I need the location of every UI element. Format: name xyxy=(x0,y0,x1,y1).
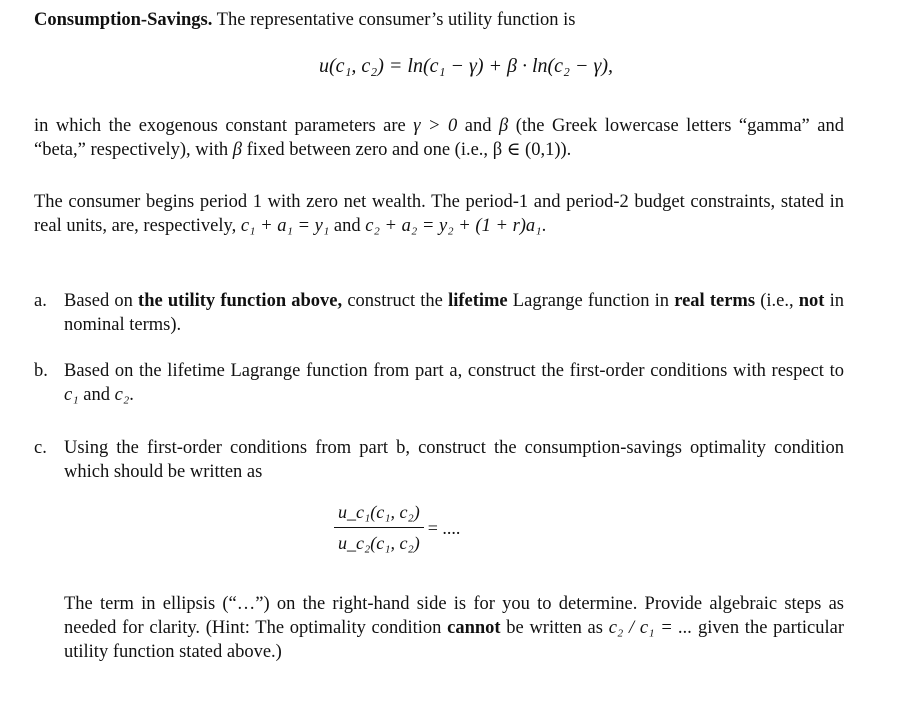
para1-text-2: and xyxy=(457,116,500,136)
parameters-paragraph xyxy=(34,114,844,162)
para2-text-3: . xyxy=(541,216,547,236)
part-a-b3: real terms xyxy=(674,291,756,311)
beta-range: β ∈ (0,1) xyxy=(492,140,561,160)
period1-constraint: c₁ + a₁ = y₁ xyxy=(240,216,330,236)
part-a-b2: lifetime xyxy=(448,291,508,311)
part-a-label: a. xyxy=(34,291,47,311)
part-a-t3: Lagrange function in xyxy=(507,291,675,311)
part-c-text: Using the first-order conditions from part b, construct the consumption-savings optimality condition which should be written as xyxy=(64,438,844,482)
ellipsis-b1: cannot xyxy=(447,618,501,638)
para1-text-1: in which the exogenous constant parameters are xyxy=(34,116,414,136)
ellipsis-t3: given the particular utility function stated above.) xyxy=(64,618,844,662)
utility-equation-text: u(c₁, c₂) = ln(c₁ − γ) + β · ln(c₂ − γ), xyxy=(318,55,614,77)
c2-symbol: c₂ xyxy=(114,385,130,405)
consumption-ratio: c₂ / c₁ = ... xyxy=(608,618,693,638)
optimality-condition-fraction xyxy=(334,500,460,555)
para1-text-5: ). xyxy=(560,140,572,160)
part-a-b1: the utility function above, xyxy=(138,291,343,311)
beta-symbol: β xyxy=(499,116,509,136)
mrs-fraction xyxy=(334,500,424,555)
part-c xyxy=(34,436,844,484)
title-intro-text: The representative consumer’s utility function is xyxy=(212,10,576,30)
part-a-t4: (i.e., xyxy=(755,291,799,311)
part-a-b4: not xyxy=(798,291,825,311)
problem-title: Consumption-Savings. xyxy=(34,10,213,30)
part-b-label: b. xyxy=(34,361,48,381)
part-b-t1: Based on the lifetime Lagrange function from part a, construct the first-order conditions with respect to xyxy=(64,361,844,381)
ellipsis-instructions xyxy=(64,592,844,664)
part-a-t2: construct the xyxy=(342,291,449,311)
part-a xyxy=(34,289,844,337)
fraction-rhs: = .... xyxy=(427,517,461,538)
gamma-condition: γ > 0 xyxy=(413,116,458,136)
beta-symbol-2: β xyxy=(232,140,243,160)
part-a-t5: in nominal terms). xyxy=(64,291,845,335)
ellipsis-t1: The term in ellipsis (“…”) on the right-hand side is for you to determine. Provide algebraic steps as needed for clarity. (Hint: The optimality condition xyxy=(64,594,844,638)
part-b xyxy=(34,359,844,407)
para2-text-1: The consumer begins period 1 with zero net wealth. The period-1 and period-2 budget constraints, stated in real units, are, respectively, xyxy=(34,192,844,236)
para1-text-4: fixed between zero and one (i.e., xyxy=(242,140,493,160)
para2-text-2: and xyxy=(329,216,366,236)
part-b-t2: and xyxy=(78,385,115,405)
problem-title-line xyxy=(34,8,894,32)
part-b-t3: . xyxy=(129,385,134,405)
part-a-text xyxy=(64,289,844,337)
fraction-numerator: u_c₁(c₁, c₂) xyxy=(338,502,420,522)
ellipsis-t2: be written as xyxy=(500,618,609,638)
part-b-text xyxy=(64,359,844,407)
period2-constraint: c₂ + a₂ = y₂ + (1 + r)a₁ xyxy=(365,216,542,236)
fraction-denominator: u_c₂(c₁, c₂) xyxy=(338,533,420,553)
part-c-label: c. xyxy=(34,438,47,458)
utility-equation xyxy=(0,54,922,78)
c1-symbol: c₁ xyxy=(64,385,79,405)
para1-text-3: (the Greek lowercase letters “gamma” and “beta,” respectively), with xyxy=(34,116,844,160)
budget-constraints-paragraph xyxy=(34,190,844,238)
part-a-t1: Based on xyxy=(64,291,139,311)
